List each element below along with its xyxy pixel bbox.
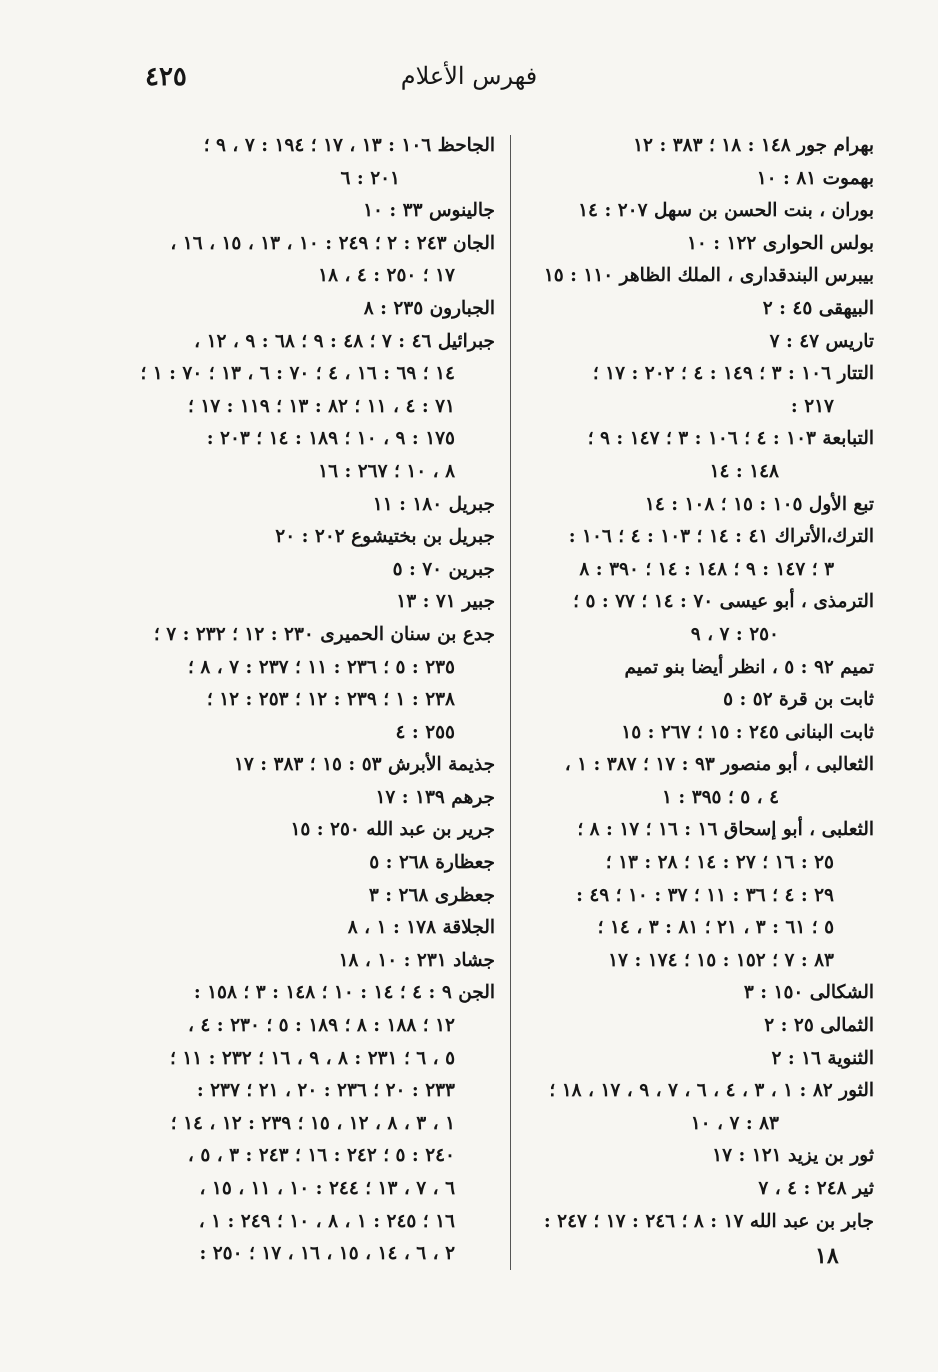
index-entry-line: ٢٤٠ : ٥ ؛ ٢٤٢ : ١٦ ؛ ٢٤٣ : ٣ ، ٥ ، <box>187 1145 455 1167</box>
index-entry-line: ١٧ ؛ ٢٥٠ : ٤ ، ١٨ <box>318 265 455 287</box>
index-entry-line: جابر بن عبد الله ١٧ : ٨ ؛ ٢٤٦ : ١٧ ؛ ٢٤٧ : <box>543 1210 874 1232</box>
index-entry-line: الجاحظ ١٠٦ : ١٣ ، ١٧ ؛ ١٩٤ : ٧ ، ٩ ؛ <box>203 135 495 156</box>
index-entry-line: ١٤ ؛ ٦٩ : ١٦ ، ٤ ؛ ٧٠ : ٦ ، ١٣ ؛ ٧٠ : ١ ؛ <box>140 363 455 385</box>
index-entry-line: ٤ ، ٥ ؛ ٣٩٥ : ١ <box>662 786 779 808</box>
index-entry-line: الثنوية ١٦ : ٢ <box>771 1047 874 1069</box>
index-entry-line: ١٤٨ : ١٤ <box>709 460 779 482</box>
index-entry-line: جبريل بن بختيشوع ٢٠٢ : ٢٠ <box>275 526 495 548</box>
index-entry-line: بهموت ٨١ : ١٠ <box>756 167 874 189</box>
index-entry-line: الترمذى ، أبو عيسى ٧٠ : ١٤ ؛ ٧٧ : ٥ ؛ <box>573 591 874 613</box>
index-entry-line: الثور ٨٢ : ١ ، ٣ ، ٤ ، ٦ ، ٧ ، ٩ ، ١٧ ، ١٨ ؛ <box>549 1080 874 1102</box>
index-entry-line: ٢٥٥ : ٤ <box>395 721 455 743</box>
index-entry-line: ٥ ، ٦ ؛ ٢٣١ : ٨ ، ٩ ، ١٦ ؛ ٢٣٢ : ١١ ؛ <box>170 1047 455 1069</box>
page-title: فهرس الأعلام <box>400 62 538 90</box>
index-entry-line: جشاد ٢٣١ : ١٠ ، ١٨ <box>338 949 495 971</box>
index-entry-line: التبابعة ١٠٣ : ٤ ؛ ١٠٦ : ٣ ؛ ١٤٧ : ٩ ؛ <box>587 428 874 450</box>
index-entry-line: جعظارة ٢٦٨ : ٥ <box>369 852 495 874</box>
index-entry-line: ٨٣ : ٧ ؛ ١٥٢ : ١٥ ؛ ١٧٤ : ١٧ <box>608 949 834 971</box>
index-entry-line: ٧١ : ٤ ، ١١ ؛ ٨٢ : ١٣ ؛ ١١٩ : ١٧ ؛ <box>188 395 455 417</box>
index-entry-line: الشكالى ١٥٠ : ٣ <box>743 982 874 1004</box>
index-entry-line: جالينوس ٣٣ : ١٠ <box>363 200 495 222</box>
index-entry-line: الجبارون ٢٣٥ : ٨ <box>363 297 495 319</box>
index-entry-line: الجلاقة ١٧٨ : ١ ، ٨ <box>347 917 495 939</box>
index-entry-line: جبرين ٧٠ : ٥ <box>392 558 495 580</box>
index-entry-line: ٨٣ : ٧ ، ١٠ <box>690 1112 779 1134</box>
index-entry-line: بيبرس البندقدارى ، الملك الظاهر ١١٠ : ١٥ <box>543 265 874 287</box>
index-column-right <box>514 130 874 1238</box>
index-entry-line: الثمالى ٢٥ : ٢ <box>764 1015 874 1037</box>
index-entry-line: جبريل ١٨٠ : ١١ <box>372 493 495 515</box>
index-entry-line: تاريس ٤٧ : ٧ <box>769 330 874 352</box>
index-entry-line: الترك،الأتراك ٤١ : ١٤ ؛ ١٠٣ : ٤ ؛ ١٠٦ : <box>568 526 874 548</box>
index-entry-line: جرير بن عبد الله ٢٥٠ : ١٥ <box>290 819 495 841</box>
index-entry-line: البيهقى ٤٥ : ٢ <box>762 297 874 319</box>
index-entry-line: تبع الأول ١٠٥ : ١٥ ؛ ١٠٨ : ١٤ <box>644 493 874 515</box>
signature-mark: ١٨ <box>815 1243 839 1269</box>
index-entry-line: ثابت البنانى ٢٤٥ : ١٥ ؛ ٢٦٧ : ١٥ <box>621 721 874 743</box>
index-entry-line: جرهم ١٣٩ : ١٧ <box>375 786 495 808</box>
index-entry-line: جعظرى ٢٦٨ : ٣ <box>368 884 495 906</box>
index-entry-line: ثابت بن قرة ٥٢ : ٥ <box>723 689 874 711</box>
index-entry-line: ٢٥ : ١٦ ؛ ٢٧ : ١٤ ؛ ٢٨ : ١٣ ؛ <box>605 852 834 874</box>
index-entry-line: جبرائيل ٤٦ : ٧ ؛ ٤٨ : ٩ ؛ ٦٨ : ٩ ، ١٢ ، <box>194 330 495 352</box>
index-entry-line: ٥ ؛ ٦١ : ٣ ، ٢١ ؛ ٨١ : ٣ ، ١٤ ؛ <box>597 917 834 939</box>
index-entry-line: ثور بن يزيد ١٢١ : ١٧ <box>712 1145 874 1167</box>
index-entry-line: الثعلبى ، أبو إسحاق ١٦ : ١٦ ؛ ١٧ : ٨ ؛ <box>577 819 874 841</box>
index-entry-line: جذيمة الأبرش ٥٣ : ١٥ ؛ ٣٨٣ : ١٧ <box>233 754 495 776</box>
index-entry-line: ٨ ، ١٠ ؛ ٢٦٧ : ١٦ <box>318 460 455 482</box>
index-entry-line: بولس الحوارى ١٢٢ : ١٠ <box>686 232 874 254</box>
index-entry-line: ٦ ، ٧ ، ١٣ ؛ ٢٤٤ : ١٠ ، ١١ ، ١٥ ، <box>199 1178 455 1199</box>
index-entry-line: ١ ، ٣ ، ٨ ، ١٢ ، ١٥ ؛ ٢٣٩ : ١٢ ، ١٤ ؛ <box>170 1112 455 1134</box>
index-entry-line: تميم ٩٢ : ٥ ، انظر أيضا بنو تميم <box>624 656 874 678</box>
index-entry-line: ١٧٥ : ٩ ، ١٠ ؛ ١٨٩ : ١٤ ؛ ٢٠٣ : <box>206 428 455 450</box>
index-entry-line: الجان ٢٤٣ : ٢ ؛ ٢٤٩ : ١٠ ، ١٣ ، ١٥ ، ١٦ ، <box>170 232 495 254</box>
index-entry-line: الثعالبى ، أبو منصور ٩٣ : ١٧ ؛ ٣٨٧ : ١ ، <box>564 754 874 776</box>
index-entry-line: ٢٠١ : ٦ <box>340 167 400 189</box>
index-entry-line: جبير ٧١ : ١٣ <box>396 591 495 613</box>
index-entry-line: التتار ١٠٦ : ٣ ؛ ١٤٩ : ٤ ؛ ٢٠٢ : ١٧ ؛ <box>592 363 874 385</box>
index-entry-line: ٢٣٣ : ٢٠ ؛ ٢٣٦ : ٢٠ ، ٢١ ؛ ٢٣٧ : <box>196 1080 455 1102</box>
index-entry-line: ٢١٧ : <box>790 395 834 417</box>
index-entry-line: ٢٣٥ : ٥ ؛ ٢٣٦ : ١١ ؛ ٢٣٧ : ٧ ، ٨ ؛ <box>188 656 455 678</box>
index-entry-line: ٢٩ : ٤ ؛ ٣٦ : ١١ ؛ ٣٧ : ١٠ ؛ ٤٩ : <box>576 884 834 906</box>
index-entry-line: الجن ٩ : ٤ ؛ ١٤ : ١٠ ؛ ١٤٨ : ٣ ؛ ١٥٨ : <box>193 982 495 1004</box>
index-entry-line: ٢٥٠ : ٧ ، ٩ <box>690 623 779 645</box>
index-entry-line: جدع بن سنان الحميرى ٢٣٠ : ١٢ ؛ ٢٣٢ : ٧ ؛ <box>153 623 495 645</box>
index-entry-line: ١٢ ؛ ١٨٨ : ٨ ؛ ١٨٩ : ٥ ؛ ٢٣٠ : ٤ ، <box>188 1015 455 1037</box>
page-number: ٤٢٥ <box>145 62 187 92</box>
index-entry-line: بوران ، بنت الحسن بن سهل ٢٠٧ : ١٤ <box>578 200 874 222</box>
index-entry-line: ثير ٢٤٨ : ٤ ، ٧ <box>758 1178 874 1199</box>
column-divider <box>510 135 511 1270</box>
index-entry-line: ٢٣٨ : ١ ؛ ٢٣٩ : ١٢ ؛ ٢٥٣ : ١٢ ؛ <box>206 689 455 711</box>
index-entry-line: ١٦ ؛ ٢٤٥ : ١ ، ٨ ، ١٠ ؛ ٢٤٩ : ١ ، <box>198 1210 455 1232</box>
index-column-left <box>130 130 495 1271</box>
index-entry-line: بهرام جور ١٤٨ : ١٨ ؛ ٣٨٣ : ١٢ <box>633 135 874 156</box>
index-entry-line: ٣ ؛ ١٤٧ : ٩ ؛ ١٤٨ : ١٤ ؛ ٣٩٠ : ٨ <box>579 558 834 580</box>
index-entry-line: ٢ ، ٦ ، ١٤ ، ١٥ ، ١٦ ، ١٧ ؛ ٢٥٠ : <box>199 1243 455 1265</box>
